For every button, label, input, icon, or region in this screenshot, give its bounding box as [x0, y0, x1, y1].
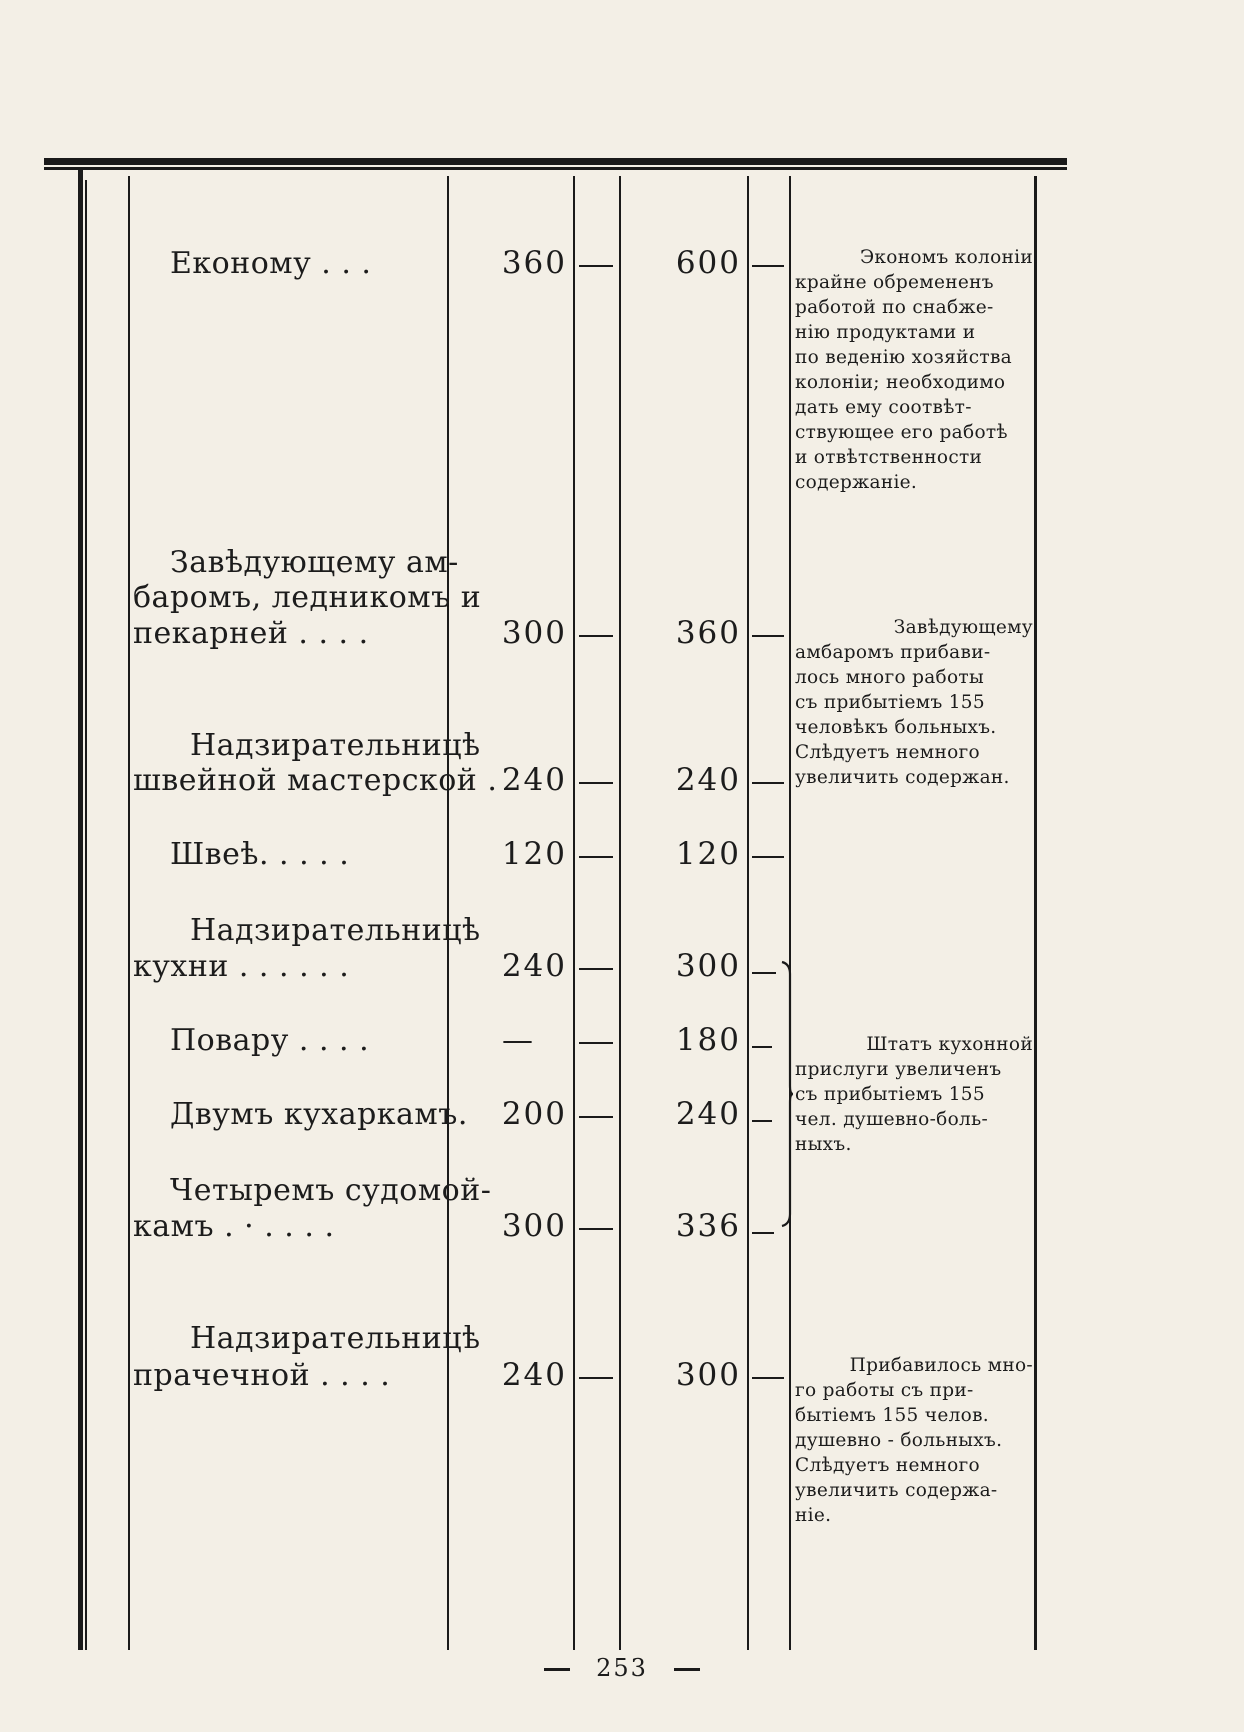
dash [752, 1120, 772, 1122]
remark-line: прислуги увеличенъ [795, 1059, 1002, 1080]
row-label: пекарней . . . . [133, 616, 369, 651]
remark-note [795, 615, 1033, 790]
dash [579, 265, 613, 267]
column-line [128, 176, 130, 1650]
row-label: Завѣдующему ам- [170, 545, 459, 580]
dash [752, 635, 784, 637]
remark-line: амбаромъ прибави- [795, 642, 991, 663]
dash [579, 968, 613, 970]
dash [752, 1377, 784, 1379]
row-label: прачечной . . . . [133, 1358, 391, 1393]
page-number-dash [544, 1668, 570, 1671]
row-label: Четыремъ судомой- [170, 1173, 492, 1208]
row-label: Надзирательницѣ [190, 913, 481, 948]
cell-value-b: 180 [675, 1022, 741, 1058]
row-label: швейной мастерской . [133, 763, 498, 798]
cell-value-b: 360 [675, 615, 741, 651]
row-label: Повару . . . . [170, 1023, 370, 1058]
remark-line: увеличить содержан. [795, 767, 1010, 788]
column-line [85, 180, 87, 1650]
remark-line: Слѣдуетъ немного [795, 742, 980, 763]
row-label: Надзирательницѣ [190, 1321, 481, 1356]
page-number-text: 253 [596, 1654, 648, 1682]
cell-value-b: 336 [675, 1208, 741, 1244]
remark-line: Экономъ колоніи [859, 247, 1033, 268]
cell-value-a: 240 [501, 762, 567, 798]
column-line [747, 176, 749, 1650]
remark-line: человѣкъ больныхъ. [795, 717, 997, 738]
cell-value-a: 300 [501, 1208, 567, 1244]
page-number [0, 1654, 1244, 1682]
cell-value-a: — [502, 1022, 535, 1058]
remark-line: чел. душевно-боль- [795, 1109, 989, 1130]
row-label: кухни . . . . . . [133, 949, 350, 984]
row-label: Швеѣ. . . . . [170, 837, 350, 872]
remark-line: Штатъ кухонной [866, 1034, 1033, 1055]
remark-line: Прибавилось мно- [849, 1355, 1033, 1376]
dash [579, 1377, 613, 1379]
dash [752, 265, 784, 267]
remark-line: крайне обремененъ [795, 272, 994, 293]
cell-value-a: 300 [501, 615, 567, 651]
cell-value-a: 200 [501, 1096, 567, 1132]
remark-note [795, 245, 1033, 495]
dash [579, 635, 613, 637]
dash [579, 1228, 613, 1230]
column-line [789, 176, 791, 1650]
remark-line: душевно - больныхъ. [795, 1430, 1003, 1451]
remark-line: колоніи; необходимо [795, 372, 1006, 393]
dash [752, 972, 776, 974]
remark-line: и отвѣтственности [795, 447, 983, 468]
remark-line: го работы съ при- [795, 1380, 974, 1401]
row-label: Двумъ кухаркамъ. [170, 1097, 468, 1132]
row-label: Економу . . . [170, 246, 372, 281]
cell-value-a: 240 [501, 948, 567, 984]
cell-value-b: 300 [675, 1357, 741, 1393]
remark-line: съ прибытіемъ 155 [795, 1084, 985, 1105]
column-line [619, 176, 621, 1650]
row-label: Надзирательницѣ [190, 728, 481, 763]
remark-line: нію продуктами и [795, 322, 976, 343]
remark-line: ныхъ. [795, 1134, 852, 1155]
dash [752, 1046, 772, 1048]
dash [579, 856, 613, 858]
remark-line: Слѣдуетъ немного [795, 1455, 980, 1476]
dash [752, 856, 784, 858]
cell-value-a: 120 [501, 836, 567, 872]
column-line [573, 176, 575, 1650]
remark-line: ніе. [795, 1505, 832, 1526]
table-top-rule [44, 158, 1067, 165]
dash [579, 782, 613, 784]
remark-line: бытіемъ 155 челов. [795, 1405, 989, 1426]
remark-note [795, 1032, 1033, 1157]
column-line [1034, 176, 1037, 1650]
dash [752, 782, 784, 784]
cell-value-b: 300 [675, 948, 741, 984]
dash [579, 1042, 613, 1044]
cell-value-a: 360 [501, 245, 567, 281]
remark-note [795, 1353, 1033, 1528]
bracket-icon [780, 960, 794, 1228]
column-line [78, 170, 83, 1650]
page-number-dash [674, 1668, 700, 1671]
remark-line: увеличить содержа- [795, 1480, 998, 1501]
remark-line: работой по снабже- [795, 297, 994, 318]
remark-line: ствующее его работѣ [795, 422, 1008, 443]
dash [579, 1116, 613, 1118]
cell-value-b: 240 [675, 1096, 741, 1132]
remark-line: по веденію хозяйства [795, 347, 1012, 368]
cell-value-b: 120 [675, 836, 741, 872]
remark-line: лось много работы [795, 667, 984, 688]
cell-value-b: 240 [675, 762, 741, 798]
remark-line: содержаніе. [795, 472, 918, 493]
remark-line: Завѣдующему [893, 617, 1033, 638]
table-top-rule-thin [44, 167, 1067, 170]
cell-value-a: 240 [501, 1357, 567, 1393]
row-label: камъ . · . . . . [133, 1209, 335, 1244]
remark-line: съ прибытіемъ 155 [795, 692, 985, 713]
dash [752, 1232, 774, 1234]
cell-value-b: 600 [675, 245, 741, 281]
row-label: баромъ, ледникомъ и [133, 580, 482, 615]
remark-line: дать ему соотвѣт- [795, 397, 972, 418]
